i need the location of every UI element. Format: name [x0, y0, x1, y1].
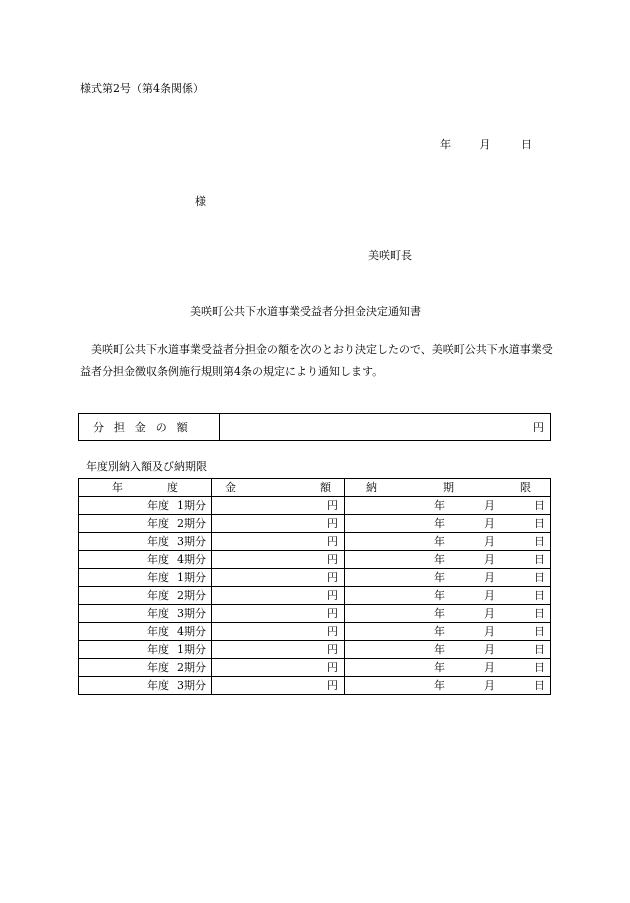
table-row — [79, 623, 551, 641]
due-year: 年 — [434, 571, 445, 584]
period-label: 1期分 — [177, 643, 206, 656]
due-month: 月 — [484, 643, 495, 656]
due-month: 月 — [484, 607, 495, 620]
due-cell — [345, 623, 551, 641]
amount-unit-label: 円 — [327, 589, 338, 602]
table-row — [79, 551, 551, 569]
schedule-table — [78, 478, 551, 695]
schedule-caption: 年度別納入額及び納期限 — [86, 460, 207, 473]
due-year: 年 — [434, 661, 445, 674]
document-title: 美咲町公共下水道事業受益者分担金決定通知書 — [190, 305, 421, 318]
date-line — [440, 139, 532, 150]
year-cell — [79, 515, 212, 533]
due-cell — [345, 551, 551, 569]
year-label: 年度 — [147, 535, 169, 548]
amount-unit-label: 円 — [327, 625, 338, 638]
due-cell — [345, 659, 551, 677]
amount-unit-label: 円 — [327, 571, 338, 584]
amount-unit-label: 円 — [327, 535, 338, 548]
period-label: 3期分 — [177, 607, 206, 620]
amount-cell — [212, 677, 345, 695]
issuer: 美咲町長 — [368, 249, 412, 262]
table-row — [79, 605, 551, 623]
table-row — [79, 677, 551, 695]
due-day: 日 — [534, 535, 545, 548]
table-row — [79, 569, 551, 587]
due-month: 月 — [484, 499, 495, 512]
due-year: 年 — [434, 499, 445, 512]
period-label: 3期分 — [177, 535, 206, 548]
due-day: 日 — [534, 517, 545, 530]
due-month: 月 — [484, 589, 495, 602]
due-cell — [345, 533, 551, 551]
table-row — [79, 515, 551, 533]
due-day: 日 — [534, 643, 545, 656]
amount-unit-label: 円 — [327, 499, 338, 512]
due-cell — [345, 641, 551, 659]
year-label: 年度 — [147, 553, 169, 566]
amount-label: 分担金の額 — [79, 414, 220, 441]
date-day: 日 — [521, 138, 532, 151]
due-year: 年 — [434, 679, 445, 692]
schedule-header-row — [79, 479, 551, 497]
year-cell — [79, 533, 212, 551]
year-cell — [79, 605, 212, 623]
due-day: 日 — [534, 625, 545, 638]
due-day: 日 — [534, 589, 545, 602]
amount-cell — [212, 605, 345, 623]
due-year: 年 — [434, 517, 445, 530]
due-day: 日 — [534, 679, 545, 692]
year-cell — [79, 587, 212, 605]
table-row — [79, 659, 551, 677]
amount-cell — [212, 515, 345, 533]
due-cell — [345, 515, 551, 533]
due-year: 年 — [434, 643, 445, 656]
year-cell — [79, 569, 212, 587]
amount-cell — [212, 623, 345, 641]
due-day: 日 — [534, 571, 545, 584]
amount-unit-label: 円 — [327, 607, 338, 620]
amount-cell — [212, 659, 345, 677]
amount-cell — [212, 569, 345, 587]
year-cell — [79, 497, 212, 515]
amount-unit-label: 円 — [327, 517, 338, 530]
year-label: 年度 — [147, 625, 169, 638]
amount-cell — [212, 641, 345, 659]
header-amount — [212, 479, 345, 497]
due-day: 日 — [534, 661, 545, 674]
due-day: 日 — [534, 607, 545, 620]
due-year: 年 — [434, 625, 445, 638]
year-cell — [79, 641, 212, 659]
year-label: 年度 — [147, 571, 169, 584]
amount-unit-label: 円 — [327, 643, 338, 656]
year-cell — [79, 677, 212, 695]
due-month: 月 — [484, 517, 495, 530]
period-label: 2期分 — [177, 661, 206, 674]
period-label: 1期分 — [177, 571, 206, 584]
year-label: 年度 — [147, 607, 169, 620]
period-label: 4期分 — [177, 553, 206, 566]
table-row — [79, 533, 551, 551]
period-label: 3期分 — [177, 679, 206, 692]
table-row — [79, 587, 551, 605]
amount-unit-label: 円 — [327, 679, 338, 692]
amount-box — [78, 413, 551, 441]
table-row — [79, 641, 551, 659]
amount-cell — [212, 587, 345, 605]
amount-unit-label: 円 — [327, 553, 338, 566]
header-due-2: 期 — [443, 481, 454, 494]
amount-cell — [212, 497, 345, 515]
year-label: 年度 — [147, 499, 169, 512]
body-text: 美咲町公共下水道事業受益者分担金の額を次のとおり決定したので、美咲町公共下水道事業受益者分担金徴収条例施行規則第4条の規定により通知します。 — [80, 343, 553, 378]
header-year-2: 度 — [167, 481, 178, 494]
due-year: 年 — [434, 535, 445, 548]
recipient-suffix: 様 — [195, 195, 206, 208]
period-label: 4期分 — [177, 625, 206, 638]
period-label: 2期分 — [177, 589, 206, 602]
header-amount-1: 金 — [225, 481, 236, 494]
due-month: 月 — [484, 571, 495, 584]
due-year: 年 — [434, 589, 445, 602]
header-due-1: 納 — [366, 481, 377, 494]
header-amount-2: 額 — [320, 481, 331, 494]
amount-unit: 円 — [220, 414, 551, 441]
year-cell — [79, 659, 212, 677]
due-cell — [345, 677, 551, 695]
due-cell — [345, 569, 551, 587]
due-day: 日 — [534, 499, 545, 512]
year-label: 年度 — [147, 679, 169, 692]
amount-cell — [212, 551, 345, 569]
due-day: 日 — [534, 553, 545, 566]
due-month: 月 — [484, 661, 495, 674]
due-year: 年 — [434, 553, 445, 566]
year-label: 年度 — [147, 517, 169, 530]
due-month: 月 — [484, 625, 495, 638]
due-cell — [345, 497, 551, 515]
date-year: 年 — [440, 138, 451, 151]
period-label: 1期分 — [177, 499, 206, 512]
year-label: 年度 — [147, 589, 169, 602]
due-year: 年 — [434, 607, 445, 620]
due-month: 月 — [484, 535, 495, 548]
year-label: 年度 — [147, 661, 169, 674]
header-due-3: 限 — [520, 481, 531, 494]
year-cell — [79, 623, 212, 641]
form-number: 様式第2号（第4条関係） — [80, 82, 204, 95]
period-label: 2期分 — [177, 517, 206, 530]
year-label: 年度 — [147, 643, 169, 656]
date-month: 月 — [479, 138, 491, 151]
amount-unit-label: 円 — [327, 661, 338, 674]
due-cell — [345, 605, 551, 623]
header-year-1: 年 — [112, 481, 123, 494]
due-month: 月 — [484, 553, 495, 566]
due-month: 月 — [484, 679, 495, 692]
amount-cell — [212, 533, 345, 551]
due-cell — [345, 587, 551, 605]
year-cell — [79, 551, 212, 569]
header-due — [345, 479, 551, 497]
header-year — [79, 479, 212, 497]
table-row — [79, 497, 551, 515]
